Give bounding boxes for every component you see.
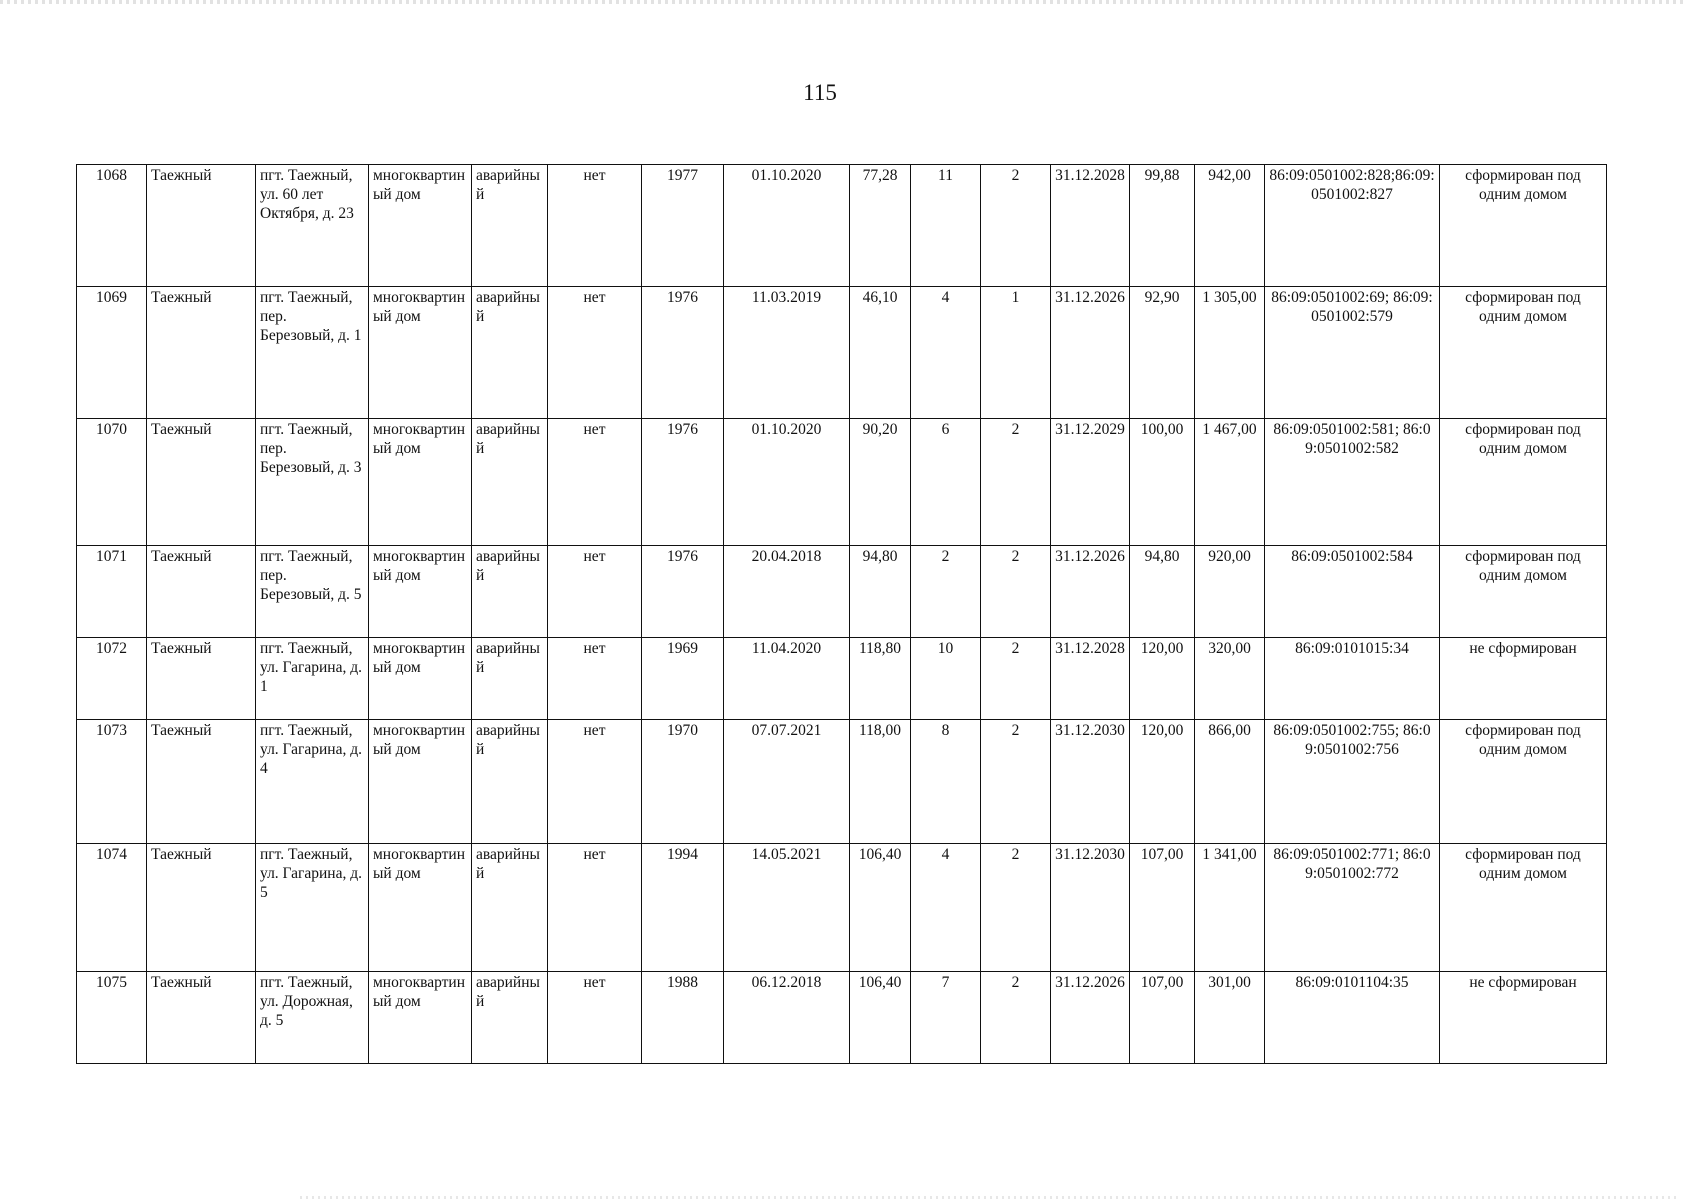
residents-count: 4: [911, 844, 981, 972]
table-row: [77, 546, 1607, 638]
address: пгт. Таежный, ул. Гагарина, д. 1: [256, 638, 369, 720]
land-area: 866,00: [1195, 720, 1265, 844]
land-area: 1 341,00: [1195, 844, 1265, 972]
house-type: многоквартиный дом: [369, 638, 472, 720]
house-status: аварийный: [472, 419, 548, 546]
living-area: 106,40: [850, 972, 911, 1064]
total-area: 107,00: [1130, 844, 1195, 972]
page-number: 115: [803, 80, 837, 105]
year-built: 1988: [642, 972, 724, 1064]
residents-count: 2: [911, 546, 981, 638]
table-row: [77, 972, 1607, 1064]
floors-count: 2: [981, 638, 1051, 720]
residents-count: 6: [911, 419, 981, 546]
relocation-deadline: 31.12.2028: [1051, 165, 1130, 287]
house-status: аварийный: [472, 638, 548, 720]
floors-count: 2: [981, 844, 1051, 972]
land-area: 320,00: [1195, 638, 1265, 720]
year-built: 1976: [642, 546, 724, 638]
total-area: 99,88: [1130, 165, 1195, 287]
land-status: не сформирован: [1440, 638, 1607, 720]
floors-count: 2: [981, 546, 1051, 638]
total-area: 94,80: [1130, 546, 1195, 638]
flag: нет: [548, 972, 642, 1064]
land-area: 1 467,00: [1195, 419, 1265, 546]
table-row: [77, 287, 1607, 419]
total-area: 92,90: [1130, 287, 1195, 419]
row-number: 1074: [77, 844, 147, 972]
address: пгт. Таежный, пер. Березовый, д. 5: [256, 546, 369, 638]
address: пгт. Таежный, ул. Дорожная, д. 5: [256, 972, 369, 1064]
scan-edge-top: [0, 0, 1686, 4]
cadastral-number: 86:09:0501002:581; 86:09:0501002:582: [1265, 419, 1440, 546]
table-row: [77, 720, 1607, 844]
year-built: 1977: [642, 165, 724, 287]
table-row: [77, 638, 1607, 720]
table-row: [77, 165, 1607, 287]
recognition-date: 01.10.2020: [724, 165, 850, 287]
house-type: многоквартиный дом: [369, 419, 472, 546]
residents-count: 4: [911, 287, 981, 419]
living-area: 77,28: [850, 165, 911, 287]
cadastral-number: 86:09:0101104:35: [1265, 972, 1440, 1064]
year-built: 1976: [642, 419, 724, 546]
recognition-date: 06.12.2018: [724, 972, 850, 1064]
house-type: многоквартиный дом: [369, 972, 472, 1064]
row-number: 1070: [77, 419, 147, 546]
cadastral-number: 86:09:0501002:69; 86:09:0501002:579: [1265, 287, 1440, 419]
living-area: 118,80: [850, 638, 911, 720]
flag: нет: [548, 546, 642, 638]
address: пгт. Таежный, ул. 60 лет Октября, д. 23: [256, 165, 369, 287]
relocation-deadline: 31.12.2028: [1051, 638, 1130, 720]
year-built: 1994: [642, 844, 724, 972]
living-area: 46,10: [850, 287, 911, 419]
housing-register-table: [76, 164, 1607, 1064]
land-area: 942,00: [1195, 165, 1265, 287]
flag: нет: [548, 287, 642, 419]
land-status: не сформирован: [1440, 972, 1607, 1064]
residents-count: 7: [911, 972, 981, 1064]
row-number: 1072: [77, 638, 147, 720]
land-area: 920,00: [1195, 546, 1265, 638]
house-status: аварийный: [472, 972, 548, 1064]
recognition-date: 14.05.2021: [724, 844, 850, 972]
cadastral-number: 86:09:0501002:828;86:09:0501002:827: [1265, 165, 1440, 287]
cadastral-number: 86:09:0501002:584: [1265, 546, 1440, 638]
year-built: 1970: [642, 720, 724, 844]
address: пгт. Таежный, ул. Гагарина, д. 4: [256, 720, 369, 844]
floors-count: 2: [981, 165, 1051, 287]
row-number: 1069: [77, 287, 147, 419]
house-status: аварийный: [472, 844, 548, 972]
floors-count: 2: [981, 419, 1051, 546]
recognition-date: 11.03.2019: [724, 287, 850, 419]
table-body: [77, 165, 1607, 1064]
relocation-deadline: 31.12.2026: [1051, 546, 1130, 638]
settlement: Таежный: [147, 638, 256, 720]
settlement: Таежный: [147, 287, 256, 419]
settlement: Таежный: [147, 844, 256, 972]
year-built: 1969: [642, 638, 724, 720]
flag: нет: [548, 720, 642, 844]
cadastral-number: 86:09:0101015:34: [1265, 638, 1440, 720]
total-area: 100,00: [1130, 419, 1195, 546]
settlement: Таежный: [147, 720, 256, 844]
house-type: многоквартиный дом: [369, 287, 472, 419]
floors-count: 2: [981, 972, 1051, 1064]
scan-edge-bottom: [300, 1196, 1680, 1199]
floors-count: 2: [981, 720, 1051, 844]
living-area: 118,00: [850, 720, 911, 844]
total-area: 120,00: [1130, 720, 1195, 844]
settlement: Таежный: [147, 972, 256, 1064]
total-area: 120,00: [1130, 638, 1195, 720]
flag: нет: [548, 165, 642, 287]
residents-count: 11: [911, 165, 981, 287]
living-area: 94,80: [850, 546, 911, 638]
address: пгт. Таежный, ул. Гагарина, д. 5: [256, 844, 369, 972]
house-type: многоквартиный дом: [369, 546, 472, 638]
flag: нет: [548, 638, 642, 720]
land-status: сформирован под одним домом: [1440, 165, 1607, 287]
land-status: сформирован под одним домом: [1440, 844, 1607, 972]
house-status: аварийный: [472, 287, 548, 419]
land-status: сформирован под одним домом: [1440, 546, 1607, 638]
floors-count: 1: [981, 287, 1051, 419]
year-built: 1976: [642, 287, 724, 419]
address: пгт. Таежный, пер. Березовый, д. 1: [256, 287, 369, 419]
land-status: сформирован под одним домом: [1440, 419, 1607, 546]
recognition-date: 07.07.2021: [724, 720, 850, 844]
land-area: 1 305,00: [1195, 287, 1265, 419]
relocation-deadline: 31.12.2026: [1051, 972, 1130, 1064]
recognition-date: 11.04.2020: [724, 638, 850, 720]
cadastral-number: 86:09:0501002:771; 86:09:0501002:772: [1265, 844, 1440, 972]
residents-count: 10: [911, 638, 981, 720]
house-status: аварийный: [472, 546, 548, 638]
house-type: многоквартиный дом: [369, 844, 472, 972]
total-area: 107,00: [1130, 972, 1195, 1064]
recognition-date: 20.04.2018: [724, 546, 850, 638]
row-number: 1068: [77, 165, 147, 287]
row-number: 1073: [77, 720, 147, 844]
house-type: многоквартиный дом: [369, 720, 472, 844]
flag: нет: [548, 844, 642, 972]
recognition-date: 01.10.2020: [724, 419, 850, 546]
settlement: Таежный: [147, 165, 256, 287]
relocation-deadline: 31.12.2030: [1051, 844, 1130, 972]
residents-count: 8: [911, 720, 981, 844]
address: пгт. Таежный, пер. Березовый, д. 3: [256, 419, 369, 546]
row-number: 1071: [77, 546, 147, 638]
house-status: аварийный: [472, 165, 548, 287]
house-status: аварийный: [472, 720, 548, 844]
land-status: сформирован под одним домом: [1440, 720, 1607, 844]
relocation-deadline: 31.12.2026: [1051, 287, 1130, 419]
relocation-deadline: 31.12.2029: [1051, 419, 1130, 546]
living-area: 90,20: [850, 419, 911, 546]
land-status: сформирован под одним домом: [1440, 287, 1607, 419]
table-row: [77, 844, 1607, 972]
table-row: [77, 419, 1607, 546]
land-area: 301,00: [1195, 972, 1265, 1064]
settlement: Таежный: [147, 546, 256, 638]
relocation-deadline: 31.12.2030: [1051, 720, 1130, 844]
house-type: многоквартиный дом: [369, 165, 472, 287]
flag: нет: [548, 419, 642, 546]
living-area: 106,40: [850, 844, 911, 972]
settlement: Таежный: [147, 419, 256, 546]
cadastral-number: 86:09:0501002:755; 86:09:0501002:756: [1265, 720, 1440, 844]
row-number: 1075: [77, 972, 147, 1064]
